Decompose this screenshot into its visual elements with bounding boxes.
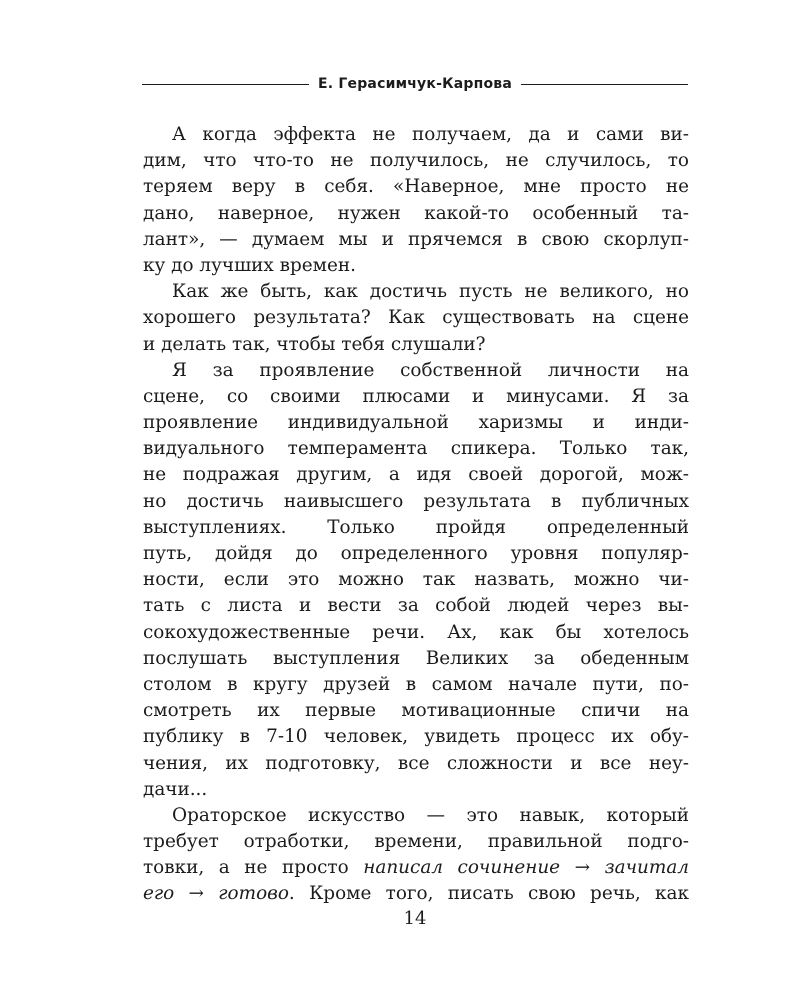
text-line: выступлениях. Только пройдя определенный	[143, 516, 689, 538]
running-head	[142, 76, 688, 92]
text-line: А когда эффекта не получаем, да и сами ви-	[172, 124, 689, 145]
text-line: теряем веру в себя. «Наверное, мне просто не	[143, 176, 689, 198]
line-segment-plain: товки, а не просто	[143, 857, 364, 879]
text-line: сцене, со своими плюсами и минусами. Я за	[143, 385, 689, 407]
text-line: публику в 7-10 человек, увидеть процесс их обу-	[143, 726, 689, 748]
text-line: но достичь наивысшего результата в публичных	[143, 490, 689, 512]
text-line: ности, если это можно так назвать, можно чи-	[143, 569, 689, 591]
text-line: ку до лучших времен.	[143, 254, 356, 276]
text-line: Как же быть, как достичь пусть не великого, но	[172, 281, 689, 303]
text-line: послушать выступления Великих за обеденным	[143, 647, 689, 669]
text-line: дачи...	[143, 778, 208, 800]
text-line: сокохудожественные речи. Ах, как бы хотелось	[143, 621, 689, 643]
header-rule-right	[521, 84, 688, 85]
body-text	[143, 122, 689, 908]
author-name: Е. Герасимчук-Карпова	[318, 76, 512, 92]
text-line-mixed	[143, 855, 689, 881]
text-line: путь, дойдя до определенного уровня популяр-	[143, 543, 689, 564]
text-line: лант», — думаем мы и прячемся в свою скорлуп-	[143, 228, 689, 250]
text-line-mixed	[143, 881, 689, 907]
page-number: 14	[403, 908, 427, 929]
line-segment-italic: написал сочинение → зачитал	[363, 857, 689, 879]
text-line: и делать так, чтобы тебя слушали?	[143, 333, 486, 355]
text-line: Ораторское искусство — это навык, который	[172, 804, 689, 826]
text-line: хорошего результата? Как существовать на сцене	[143, 307, 689, 329]
text-line: чения, их подготовку, все сложности и все неу-	[143, 752, 689, 774]
text-line: смотреть их первые мотивационные спичи на	[143, 700, 689, 722]
text-line: дим, что что-то не получилось, не случилось, то	[143, 150, 689, 172]
text-line: проявление индивидуальной харизмы и инди-	[143, 412, 689, 434]
text-line: тать с листа и вести за собой людей через вы-	[143, 595, 689, 617]
text-line: Я за проявление собственной личности на	[172, 359, 689, 381]
text-line: требует отработки, времени, правильной подго-	[143, 831, 689, 853]
text-line: дано, наверное, нужен какой-то особенный та-	[143, 202, 689, 224]
text-line: видуального темперамента спикера. Только так,	[143, 438, 689, 460]
line-segment-plain: . Кроме того, писать свою речь, как	[288, 883, 689, 905]
line-segment-italic: его → готово	[143, 883, 289, 905]
text-line: не подражая другим, а идя своей дорогой, мож-	[143, 464, 689, 486]
header-rule-left	[142, 84, 309, 85]
text-line: столом в кругу друзей в самом начале пути, по-	[143, 673, 689, 695]
